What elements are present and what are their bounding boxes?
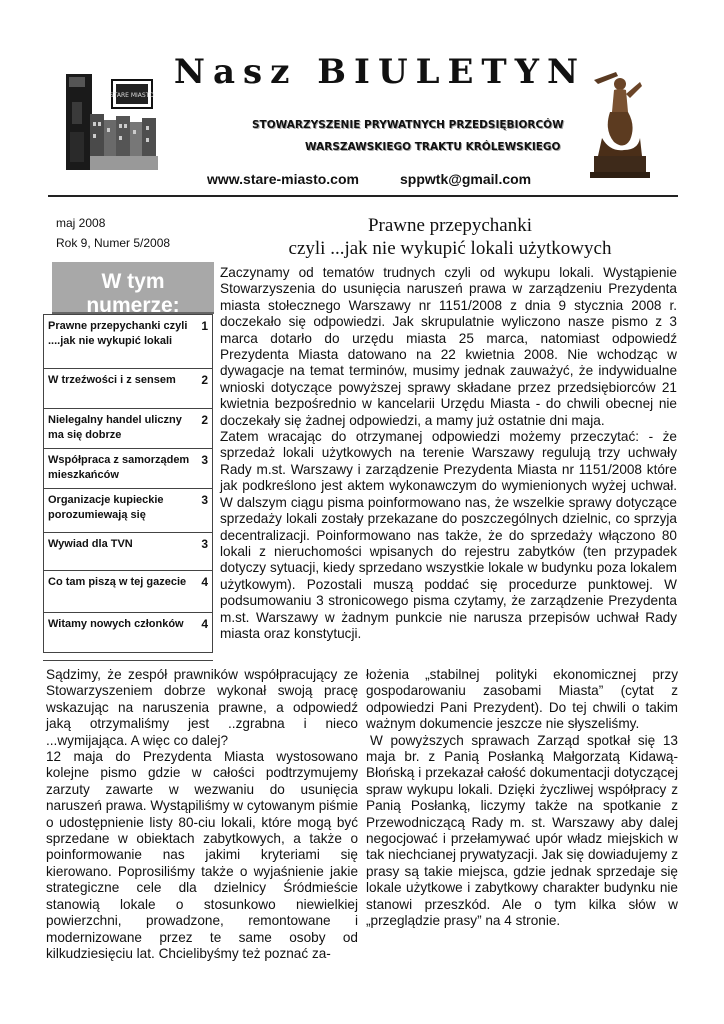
article-column-right bbox=[366, 667, 678, 930]
toc-item-page: 1 bbox=[201, 319, 208, 333]
issue-number: Rok 9, Numer 5/2008 bbox=[56, 236, 171, 250]
toc-bottom-divider bbox=[43, 660, 213, 661]
article-title bbox=[240, 214, 660, 260]
toc-item-page: 4 bbox=[201, 617, 208, 631]
toc-item-label: W trzeźwości i z sensem bbox=[48, 374, 176, 386]
toc-item-page: 3 bbox=[201, 453, 208, 467]
article-paragraph: Zaczynamy od tematów trudnych czyli od wykupu lokali. Wystąpienie Stowarzyszenia do usunięcia naruszeń prawa w zarządzeniu Prezydenta miasta stołecznego Warszawy nr 1151/2008 z dnia 9 stycznia 2008 r. doczekało się odpowiedzi. Jak skrupulatnie wyliczono nasze pismo z 3 marca dotarło do urzędu miasta 25 marca, natomiast odpowiedź Prezydenta Miasta datowano na 22 kwietnia 2008. Nie wchodząc w dywagacje na temat terminów, musimy jednak zauważyć, że indywidualne wnioski dotyczące powyższej sprawy składane przez przedsiębiorców 21 kwietnia bezpośrednio w kancelarii Urzędu Miasta - do chwili obecnej nie doczekały się żadnej odpowiedzi, a mamy już ostatnie dni maja. bbox=[220, 265, 677, 428]
toc-item-page: 3 bbox=[201, 493, 208, 507]
article-paragraph: 12 maja do Prezydenta Miasta wystosowano kolejne pismo gdzie w całości podtrzymujemy zarzuty zawarte w wezwaniu do usunięcia naruszeń prawa. Wystąpiliśmy w cytowanym piśmie o udostępnienie listy 80-ciu lokali, które mogą być sprzedane w obiektach zabytkowych, a także o poinformowanie nas jakimi kryteriami się kierowano. Poprosiliśmy także o wyjaśnienie jakie strategiczne cele dla dzielnicy Śródmieście stanowią lokale o stosunkowo niewielkiej powierzchni, prowadzone, remontowane i modernizowane przez te same osoby od kilkudziesięciu lat. Chcielibyśmy też poznać za- bbox=[46, 749, 358, 961]
toc-item-label: Współpraca z samorządem mieszkańców bbox=[48, 454, 190, 481]
toc-item[interactable] bbox=[44, 369, 212, 409]
toc-item-page: 4 bbox=[201, 575, 208, 589]
toc-item-label: Witamy nowych członków bbox=[48, 618, 184, 630]
article-title-line2: czyli ...jak nie wykupić lokali użytkowych bbox=[288, 238, 612, 259]
toc-item[interactable] bbox=[44, 533, 212, 571]
article-paragraph: W powyższych sprawach Zarząd spotkał się 13 maja br. z Panią Posłanką Małgorzatą Kidawą-Błońską i przekazał całość dokumentacji dotyczącej spraw wykupu lokali. Dzięki życzliwej współpracy z Panią Posłanką, liczymy także na spotkanie z Przewodniczącą Rady m. st. Warszawy aby dalej negocjować i przełamywać upór władz miejskich w tak niechcianej prywatyzacji. Jak się dowiadujemy z prasy są takie miejsca, gdzie jednak sprzedaje się lokale użytkowe i zabytkowy charakter budynku nie stanowi przeszkód. Ale o tym kilka słów w „przeglądzie prasy” na 4 stronie. bbox=[366, 732, 678, 929]
table-of-contents bbox=[43, 314, 213, 653]
article-paragraph: Zatem wracając do otrzymanej odpowiedzi możemy przeczytać: - że sprzedaż lokali użytkowych na terenie Warszawy regulują trzy uchwały Rady m.st. Warszawy i zarządzenie Prezydenta Miasta nr 1151/2008 które jak podkreślono jest aktem wykonawczym do wymienionych wyżej uchwał. W dalszym ciągu pisma poinformowano nas, że wszelkie sprawy dotyczące sprzedaży lokali zostały przekazane do poszczególnych dzielnic, co sprzyja decentralizacji. Poinformowano nas także, że do sprzedaży włączono 80 lokali z nieruchomości wpisanych do rejestru zabytków (ten przypadek dotyczy sytuacji, kiedy sprzedano wszystkie lokale w budynku poza lokalem użytkowym). Pozostali muszą poddać się procedurze punktowej. W podsumowaniu 3 stronicowego pisma czytamy, że zarządzenie Prezydenta m.st. Warszawy w żadnym punkcie nie narusza przepisów uchwał Rady miasta oraz konstytucji. bbox=[220, 429, 677, 641]
toc-item-label: Nielegalny handel uliczny ma się dobrze bbox=[48, 414, 182, 441]
toc-heading: W tym numerze: bbox=[86, 270, 180, 317]
issue-date: maj 2008 bbox=[56, 216, 106, 230]
article-title-line1: Prawne przepychanki bbox=[367, 215, 533, 236]
article-intro bbox=[220, 265, 677, 642]
article-paragraph: Sądzimy, że zespół prawników współpracujący ze Stowarzyszeniem dobrze wykonał swoją pracę wskazując na naruszenia prawne, a odpowiedź jaką otrzymaliśmy jest ..zgrabna i nieco ...wymijająca. A więc co dalej? bbox=[46, 667, 358, 748]
toc-item[interactable] bbox=[44, 449, 212, 489]
toc-item-label: Co tam piszą w tej gazecie bbox=[48, 576, 187, 588]
toc-item[interactable] bbox=[44, 489, 212, 533]
toc-item-page: 3 bbox=[201, 537, 208, 551]
org-name-line2: WARSZAWSKIEGO TRAKTU KRÓLEWSKIEGO bbox=[305, 141, 561, 153]
sign-text: STARE MIASTO bbox=[109, 92, 155, 99]
org-name-line1: STOWARZYSZENIE PRYWATNYCH PRZEDSIĘBIORCÓW bbox=[252, 119, 564, 131]
toc-item[interactable] bbox=[44, 613, 212, 653]
toc-item[interactable] bbox=[44, 409, 212, 449]
masthead-divider bbox=[48, 195, 678, 197]
email-link[interactable]: sppwtk@gmail.com bbox=[400, 171, 532, 187]
toc-heading-banner bbox=[52, 262, 214, 317]
article-paragraph: łożenia „stabilnej polityki ekonomicznej przy gospodarowaniu zasobami Miasta” (cytat z odpowiedzi Pani Prezydent). Do tej chwili o takim ważnym dokumencie jeszcze nie słyszeliśmy. bbox=[366, 667, 678, 732]
toc-item[interactable] bbox=[44, 571, 212, 613]
website-link[interactable]: www.stare-miasto.com bbox=[207, 171, 359, 187]
article-column-left bbox=[46, 667, 358, 962]
masthead-title: Nasz BIULETYN bbox=[173, 52, 587, 92]
toc-item-page: 2 bbox=[201, 413, 208, 427]
toc-item-label: Wywiad dla TVN bbox=[48, 538, 133, 550]
toc-item-page: 2 bbox=[201, 373, 208, 387]
toc-item[interactable] bbox=[44, 315, 212, 369]
toc-item-label: Prawne przepychanki czyli ....jak nie wykupić lokali bbox=[48, 320, 188, 347]
toc-item-label: Organizacje kupieckie porozumiewają się bbox=[48, 494, 164, 521]
